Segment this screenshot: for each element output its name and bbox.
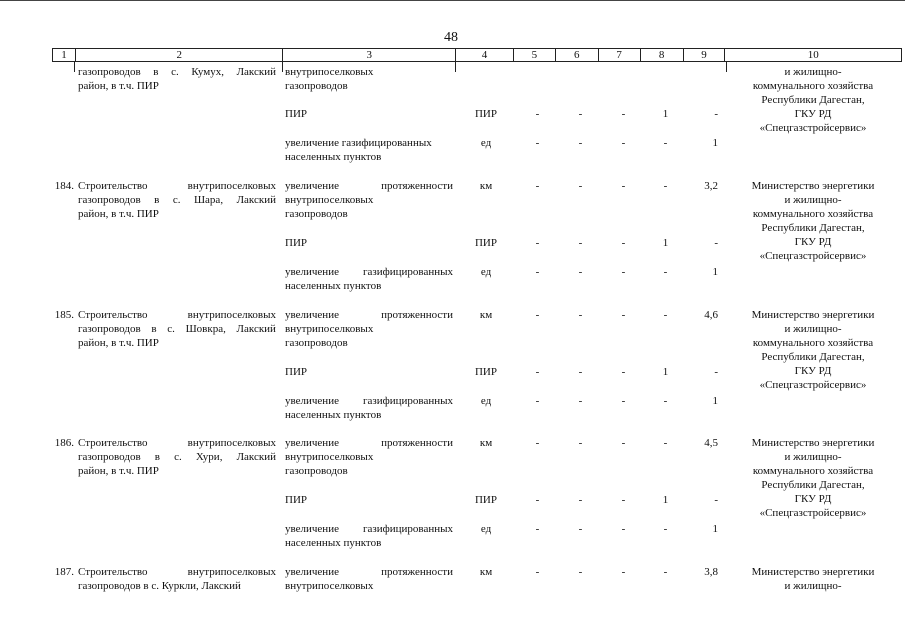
length-c6: - <box>578 180 583 192</box>
length-c5: - <box>535 437 540 449</box>
indicator-line: внутрипоселковых <box>285 66 374 78</box>
org-line: Республики Дагестан, <box>761 479 865 491</box>
row-number: 186. <box>54 437 74 449</box>
indicator-line: увеличение протяженности <box>285 437 453 449</box>
pir-c5: - <box>535 366 540 378</box>
pir-unit: ПИР <box>474 494 497 506</box>
indicator-line: внутрипоселковых <box>285 451 374 463</box>
pir-c9: - <box>714 366 718 378</box>
gas-c7: - <box>621 137 626 149</box>
org-line: «Спецгазстройсервис» <box>759 250 867 262</box>
gas-c9: 1 <box>712 395 718 407</box>
header-col-5: 5 <box>513 49 555 61</box>
pir-label: ПИР <box>285 237 308 249</box>
name-line: газопроводов в с. Хури, Лакский <box>78 451 276 463</box>
gas-c5: - <box>535 137 540 149</box>
org-line: ГКУ РД <box>794 236 832 248</box>
org-line: Республики Дагестан, <box>761 94 865 106</box>
gas-c6: - <box>578 395 583 407</box>
name-line: Строительство внутрипоселковых <box>78 437 276 449</box>
org-line: Республики Дагестан, <box>761 222 865 234</box>
length-c8: - <box>663 566 668 578</box>
pir-c8: 1 <box>662 237 669 249</box>
gas-c8: - <box>663 395 668 407</box>
org-line: ГКУ РД <box>794 365 832 377</box>
indicator-line: увеличение протяженности <box>285 180 453 192</box>
header-col-10: 10 <box>724 49 901 61</box>
org-line: и жилищно- <box>784 66 842 78</box>
org-line: ГКУ РД <box>794 493 832 505</box>
name-line: газопроводов в с. Шовкра, Лакский <box>78 323 276 335</box>
pir-c6: - <box>578 366 583 378</box>
length-c7: - <box>621 566 626 578</box>
gas-label: увеличение газифицированных <box>285 523 453 535</box>
pir-c7: - <box>621 237 626 249</box>
header-col-4: 4 <box>455 49 513 61</box>
page-number: 48 <box>444 30 458 45</box>
top-border-line <box>0 0 905 1</box>
length-c9: 3,2 <box>704 180 718 192</box>
org-line: Республики Дагестан, <box>761 351 865 363</box>
header-col-7: 7 <box>598 49 640 61</box>
pir-c8: 1 <box>662 494 669 506</box>
gas-c7: - <box>621 395 626 407</box>
gas-c8: - <box>663 137 668 149</box>
gas-c6: - <box>578 266 583 278</box>
gas-label: населенных пунктов <box>285 280 382 292</box>
pir-c7: - <box>621 494 626 506</box>
name-line: газопроводов в с. Кумух, Лакский <box>78 66 276 78</box>
indicator-line: газопроводов <box>285 208 348 220</box>
name-line: газопроводов в с. Шара, Лакский <box>78 194 276 206</box>
gas-unit: ед <box>480 266 492 278</box>
length-c5: - <box>535 180 540 192</box>
pir-c6: - <box>578 494 583 506</box>
name-line: Строительство внутрипоселковых <box>78 180 276 192</box>
length-c5: - <box>535 566 540 578</box>
pir-label: ПИР <box>285 108 308 120</box>
gas-label: увеличение газифицированных <box>285 395 453 407</box>
header-col-3: 3 <box>282 49 455 61</box>
header-col-2: 2 <box>75 49 283 61</box>
pir-c5: - <box>535 108 540 120</box>
indicator-line: газопроводов <box>285 337 348 349</box>
length-c7: - <box>621 180 626 192</box>
column-divider <box>455 62 456 72</box>
length-c9: 4,5 <box>704 437 718 449</box>
length-unit: км <box>479 437 493 449</box>
indicator-line: увеличение протяженности <box>285 566 453 578</box>
length-c6: - <box>578 566 583 578</box>
org-line: коммунального хозяйства <box>752 208 874 220</box>
gas-c8: - <box>663 523 668 535</box>
length-c6: - <box>578 309 583 321</box>
length-unit: км <box>479 180 493 192</box>
gas-c5: - <box>535 523 540 535</box>
gas-label: населенных пунктов <box>285 409 382 421</box>
org-line: и жилищно- <box>784 323 842 335</box>
indicator-line: внутрипоселковых <box>285 323 374 335</box>
length-c7: - <box>621 437 626 449</box>
length-c9: 4,6 <box>704 309 718 321</box>
name-line: район, в т.ч. ПИР <box>78 337 159 349</box>
name-line: Строительство внутрипоселковых <box>78 566 276 578</box>
org-line: Министерство энергетики <box>751 309 875 321</box>
gas-unit: ед <box>480 137 492 149</box>
pir-c5: - <box>535 237 540 249</box>
length-c6: - <box>578 437 583 449</box>
gas-c9: 1 <box>712 137 718 149</box>
column-divider <box>74 62 75 72</box>
gas-label: населенных пунктов <box>285 151 382 163</box>
indicator-line: газопроводов <box>285 80 348 92</box>
org-line: Министерство энергетики <box>751 566 875 578</box>
name-line: газопроводов в с. Куркли, Лакский <box>78 580 241 592</box>
org-line: коммунального хозяйства <box>752 337 874 349</box>
row-number: 185. <box>54 309 74 321</box>
gas-c6: - <box>578 523 583 535</box>
indicator-line: увеличение протяженности <box>285 309 453 321</box>
length-c8: - <box>663 437 668 449</box>
header-col-9: 9 <box>683 49 725 61</box>
org-line: ГКУ РД <box>794 108 832 120</box>
gas-label: увеличение газифицированных <box>285 137 432 149</box>
pir-c8: 1 <box>662 366 669 378</box>
org-line: «Спецгазстройсервис» <box>759 507 867 519</box>
header-col-6: 6 <box>555 49 598 61</box>
pir-c7: - <box>621 366 626 378</box>
row-number: 184. <box>54 180 74 192</box>
gas-c7: - <box>621 266 626 278</box>
name-line: район, в т.ч. ПИР <box>78 80 159 92</box>
gas-unit: ед <box>480 523 492 535</box>
org-line: Министерство энергетики <box>751 180 875 192</box>
gas-c9: 1 <box>712 266 718 278</box>
pir-c6: - <box>578 108 583 120</box>
pir-unit: ПИР <box>474 237 497 249</box>
indicator-line: внутрипоселковых <box>285 194 374 206</box>
length-unit: км <box>479 566 493 578</box>
pir-c9: - <box>714 237 718 249</box>
org-line: коммунального хозяйства <box>752 465 874 477</box>
gas-c8: - <box>663 266 668 278</box>
length-unit: км <box>479 309 493 321</box>
pir-c6: - <box>578 237 583 249</box>
length-c7: - <box>621 309 626 321</box>
org-line: и жилищно- <box>784 451 842 463</box>
org-line: «Спецгазстройсервис» <box>759 379 867 391</box>
gas-c6: - <box>578 137 583 149</box>
name-line: Строительство внутрипоселковых <box>78 309 276 321</box>
length-c5: - <box>535 309 540 321</box>
gas-unit: ед <box>480 395 492 407</box>
row-number: 187. <box>54 566 74 578</box>
gas-c7: - <box>621 523 626 535</box>
header-col-1: 1 <box>61 49 67 61</box>
pir-unit: ПИР <box>474 366 497 378</box>
org-line: коммунального хозяйства <box>752 80 874 92</box>
org-line: Министерство энергетики <box>751 437 875 449</box>
org-line: и жилищно- <box>784 580 842 592</box>
pir-c9: - <box>714 108 718 120</box>
pir-label: ПИР <box>285 494 308 506</box>
org-line: и жилищно- <box>784 194 842 206</box>
gas-label: населенных пунктов <box>285 537 382 549</box>
pir-c7: - <box>621 108 626 120</box>
gas-c5: - <box>535 266 540 278</box>
length-c8: - <box>663 309 668 321</box>
org-line: «Спецгазстройсервис» <box>759 122 867 134</box>
gas-c5: - <box>535 395 540 407</box>
header-col-8: 8 <box>640 49 683 61</box>
pir-c9: - <box>714 494 718 506</box>
pir-unit: ПИР <box>474 108 497 120</box>
name-line: район, в т.ч. ПИР <box>78 465 159 477</box>
gas-label: увеличение газифицированных <box>285 266 453 278</box>
pir-c5: - <box>535 494 540 506</box>
length-c9: 3,8 <box>704 566 718 578</box>
column-divider <box>282 62 283 72</box>
table-header-row <box>52 48 902 62</box>
pir-label: ПИР <box>285 366 308 378</box>
pir-c8: 1 <box>662 108 669 120</box>
length-c8: - <box>663 180 668 192</box>
name-line: район, в т.ч. ПИР <box>78 208 159 220</box>
gas-c9: 1 <box>712 523 718 535</box>
indicator-line: газопроводов <box>285 465 348 477</box>
indicator-line: внутрипоселковых <box>285 580 374 592</box>
